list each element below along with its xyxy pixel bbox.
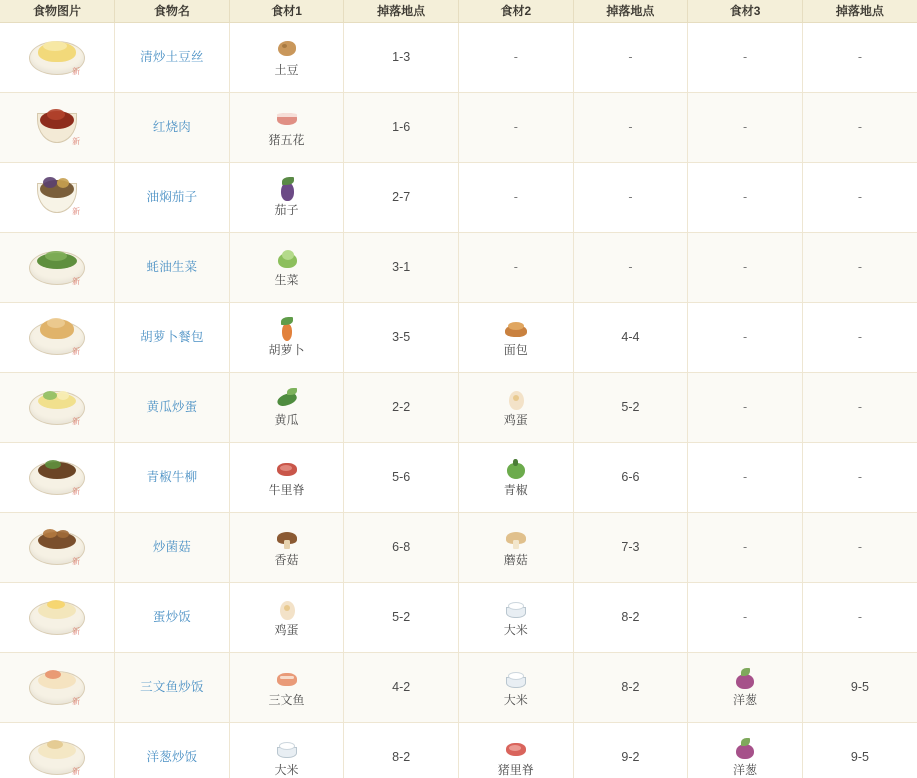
drop-location-2-value: 5-2 (621, 400, 640, 414)
table-row (0, 512, 917, 582)
drop-location-3-value: - (857, 400, 863, 414)
ingredient-2-label: - (513, 50, 518, 64)
ingredient-3-label: - (742, 260, 748, 274)
ingredient-2-cell (459, 372, 574, 442)
drop-location-1-cell (344, 372, 459, 442)
drop-location-3-cell (802, 302, 917, 372)
ingredient-1-cell (229, 232, 344, 302)
column-header-ingredient-3: 食材3 (688, 0, 803, 22)
ingredient-1-cell (229, 652, 344, 722)
drop-location-3-value: 9-5 (850, 680, 869, 694)
drop-location-1-cell (344, 652, 459, 722)
ingredient-3-label: - (742, 50, 748, 64)
drop-location-3-cell (802, 442, 917, 512)
beef-tenderloin-icon (273, 456, 301, 482)
ingredient-1-label: 生菜 (274, 273, 299, 288)
food-name-cell[interactable] (115, 372, 230, 442)
drop-location-1-value: 1-3 (392, 50, 411, 64)
new-stamp: 新 (72, 67, 81, 76)
table-row (0, 302, 917, 372)
food-image-cell (0, 722, 115, 778)
onion-icon (731, 736, 759, 762)
drop-location-2-value: - (628, 120, 633, 134)
ingredient-1-label: 牛里脊 (268, 483, 305, 498)
drop-location-2-cell (573, 722, 688, 778)
drop-location-3-cell (802, 722, 917, 778)
new-stamp: 新 (72, 277, 81, 286)
bread-icon (502, 316, 530, 342)
ingredient-1-cell (229, 582, 344, 652)
food-image-cell (0, 652, 115, 722)
drop-location-3-value: - (857, 330, 863, 344)
food-name-link[interactable]: 蛋炒饭 (152, 609, 191, 624)
food-name-cell[interactable] (115, 162, 230, 232)
table-row (0, 22, 917, 92)
drop-location-2-cell (573, 512, 688, 582)
drop-location-1-cell (344, 582, 459, 652)
ingredient-3-label: - (742, 470, 748, 484)
dish-thumbnail (29, 35, 85, 79)
dish-thumbnail (29, 525, 85, 569)
ingredient-1-cell (229, 512, 344, 582)
drop-location-3-value: - (857, 50, 863, 64)
column-header-drop-location-1: 掉落地点 (344, 0, 459, 22)
drop-location-2-cell (573, 232, 688, 302)
dish-thumbnail (29, 385, 85, 429)
table-row (0, 232, 917, 302)
food-image-cell (0, 162, 115, 232)
drop-location-1-value: 8-2 (392, 750, 411, 764)
ingredient-3-label: - (742, 540, 748, 554)
ingredient-2-cell (459, 232, 574, 302)
drop-location-3-cell (802, 512, 917, 582)
drop-location-1-cell (344, 512, 459, 582)
ingredient-2-label: 大米 (503, 693, 528, 708)
new-stamp: 新 (72, 557, 81, 566)
drop-location-2-cell (573, 372, 688, 442)
ingredient-2-cell (459, 722, 574, 778)
drop-location-1-cell (344, 302, 459, 372)
dish-thumbnail (29, 595, 85, 639)
drop-location-1-value: 3-5 (392, 330, 411, 344)
food-name-link[interactable]: 清炒土豆丝 (140, 49, 204, 64)
ingredient-3-label: - (742, 610, 748, 624)
food-image-cell (0, 582, 115, 652)
ingredient-2-cell (459, 92, 574, 162)
rice-icon (273, 736, 301, 762)
food-name-cell[interactable] (115, 302, 230, 372)
drop-location-3-cell (802, 232, 917, 302)
food-image-cell (0, 512, 115, 582)
dish-thumbnail (29, 175, 85, 219)
ingredient-3-cell (688, 512, 803, 582)
ingredient-2-cell (459, 582, 574, 652)
ingredient-3-label: - (742, 190, 748, 204)
ingredient-2-label: 面包 (503, 343, 528, 358)
drop-location-3-value: - (857, 190, 863, 204)
ingredient-2-label: - (513, 120, 518, 134)
ingredient-3-cell (688, 92, 803, 162)
food-image-cell (0, 92, 115, 162)
drop-location-3-cell (802, 582, 917, 652)
food-name-cell[interactable] (115, 22, 230, 92)
ingredient-1-label: 土豆 (274, 63, 299, 78)
dish-thumbnail (29, 315, 85, 359)
food-name-cell[interactable] (115, 722, 230, 778)
drop-location-2-value: - (628, 190, 633, 204)
food-name-link[interactable]: 洋葱炒饭 (146, 749, 198, 764)
drop-location-2-value: 8-2 (621, 610, 640, 624)
food-name-link[interactable]: 红烧肉 (152, 119, 191, 134)
table-header (0, 0, 917, 22)
drop-location-1-value: 6-8 (392, 540, 411, 554)
shiitake-mushroom-icon (273, 526, 301, 552)
ingredient-2-cell (459, 22, 574, 92)
food-image-cell (0, 372, 115, 442)
column-header-ingredient-1: 食材1 (229, 0, 344, 22)
drop-location-3-value: - (857, 470, 863, 484)
ingredient-2-cell (459, 652, 574, 722)
food-image-cell (0, 302, 115, 372)
drop-location-3-cell (802, 92, 917, 162)
food-name-link[interactable]: 三文鱼炒饭 (140, 679, 204, 694)
ingredient-3-label: - (742, 330, 748, 344)
drop-location-2-value: 9-2 (621, 750, 640, 764)
ingredient-1-label: 大米 (274, 763, 299, 778)
new-stamp: 新 (72, 347, 81, 356)
ingredient-1-label: 鸡蛋 (274, 623, 299, 638)
dish-thumbnail (29, 245, 85, 289)
food-image-cell (0, 442, 115, 512)
drop-location-1-cell (344, 442, 459, 512)
column-header-ingredient-2: 食材2 (459, 0, 574, 22)
food-name-link[interactable]: 青椒牛柳 (146, 469, 198, 484)
new-stamp: 新 (72, 627, 81, 636)
drop-location-2-cell (573, 22, 688, 92)
ingredient-1-label: 三文鱼 (268, 693, 305, 708)
food-name-cell[interactable] (115, 232, 230, 302)
drop-location-2-value: 7-3 (621, 540, 640, 554)
table-row (0, 92, 917, 162)
food-name-cell[interactable] (115, 512, 230, 582)
ingredient-1-label: 猪五花 (268, 133, 305, 148)
drop-location-1-cell (344, 22, 459, 92)
rice-icon (502, 666, 530, 692)
ingredient-3-cell (688, 302, 803, 372)
food-name-link[interactable]: 黄瓜炒蛋 (146, 399, 198, 414)
table-row (0, 162, 917, 232)
mushroom-icon (502, 526, 530, 552)
table-row (0, 582, 917, 652)
lettuce-icon (273, 246, 301, 272)
ingredient-2-label: 蘑菇 (503, 553, 528, 568)
ingredient-1-label: 胡萝卜 (268, 343, 305, 358)
drop-location-1-value: 3-1 (392, 260, 411, 274)
table-row (0, 372, 917, 442)
ingredient-1-label: 黄瓜 (274, 413, 299, 428)
ingredient-3-label: - (742, 400, 748, 414)
ingredient-2-label: 猪里脊 (497, 763, 534, 778)
drop-location-2-value: 4-4 (621, 330, 640, 344)
table-row (0, 652, 917, 722)
drop-location-1-value: 5-2 (392, 610, 411, 624)
food-name-cell[interactable] (115, 92, 230, 162)
ingredient-3-label: 洋葱 (733, 763, 758, 778)
table-body (0, 22, 917, 778)
food-name-cell[interactable] (115, 582, 230, 652)
ingredient-1-label: 香菇 (274, 553, 299, 568)
drop-location-2-value: 8-2 (621, 680, 640, 694)
food-name-link[interactable]: 油焖茄子 (146, 189, 198, 204)
ingredient-2-label: 鸡蛋 (503, 413, 528, 428)
drop-location-1-cell (344, 92, 459, 162)
pork-belly-icon (273, 106, 301, 132)
ingredient-3-cell (688, 372, 803, 442)
drop-location-3-value: - (857, 120, 863, 134)
ingredient-1-cell (229, 442, 344, 512)
green-pepper-icon (502, 456, 530, 482)
rice-icon (502, 596, 530, 622)
new-stamp: 新 (72, 767, 81, 776)
cucumber-icon (273, 386, 301, 412)
ingredient-2-cell (459, 302, 574, 372)
ingredient-2-label: - (513, 190, 518, 204)
food-name-cell[interactable] (115, 442, 230, 512)
drop-location-1-value: 2-7 (392, 190, 411, 204)
carrot-icon (273, 316, 301, 342)
drop-location-1-cell (344, 162, 459, 232)
ingredient-3-label: 洋葱 (733, 693, 758, 708)
food-name-link[interactable]: 炒菌菇 (152, 539, 191, 554)
drop-location-3-cell (802, 22, 917, 92)
salmon-icon (273, 666, 301, 692)
drop-location-2-cell (573, 652, 688, 722)
drop-location-3-value: 9-5 (850, 750, 869, 764)
drop-location-3-value: - (857, 610, 863, 624)
new-stamp: 新 (72, 697, 81, 706)
food-name-cell[interactable] (115, 652, 230, 722)
ingredient-2-label: - (513, 260, 518, 274)
food-name-link[interactable]: 胡萝卜餐包 (140, 329, 204, 344)
drop-location-2-cell (573, 442, 688, 512)
new-stamp: 新 (72, 137, 81, 146)
drop-location-3-value: - (857, 260, 863, 274)
onion-icon (731, 666, 759, 692)
table-header-row (0, 0, 917, 22)
ingredient-1-label: 茄子 (274, 203, 299, 218)
ingredient-2-cell (459, 442, 574, 512)
drop-location-2-cell (573, 92, 688, 162)
drop-location-2-cell (573, 162, 688, 232)
column-header-food-image: 食物图片 (0, 0, 115, 22)
table-row (0, 442, 917, 512)
drop-location-1-value: 4-2 (392, 680, 411, 694)
ingredient-3-label: - (742, 120, 748, 134)
new-stamp: 新 (72, 487, 81, 496)
table-row (0, 722, 917, 778)
ingredient-3-cell (688, 232, 803, 302)
ingredient-2-label: 大米 (503, 623, 528, 638)
ingredient-3-cell (688, 162, 803, 232)
ingredient-3-cell (688, 442, 803, 512)
column-header-food-name: 食物名 (115, 0, 230, 22)
ingredient-1-cell (229, 722, 344, 778)
food-name-link[interactable]: 蚝油生菜 (146, 259, 198, 274)
eggplant-icon (273, 176, 301, 202)
ingredient-1-cell (229, 22, 344, 92)
ingredient-1-cell (229, 372, 344, 442)
drop-location-1-value: 2-2 (392, 400, 411, 414)
drop-location-3-cell (802, 162, 917, 232)
pork-tenderloin-icon (502, 736, 530, 762)
ingredient-2-cell (459, 512, 574, 582)
ingredient-3-cell (688, 722, 803, 778)
egg-icon (502, 386, 530, 412)
food-image-cell (0, 232, 115, 302)
drop-location-2-value: - (628, 50, 633, 64)
column-header-drop-location-2: 掉落地点 (573, 0, 688, 22)
ingredient-1-cell (229, 162, 344, 232)
new-stamp: 新 (72, 207, 81, 216)
egg-icon (273, 596, 301, 622)
ingredient-2-cell (459, 162, 574, 232)
dish-thumbnail (29, 665, 85, 709)
new-stamp: 新 (72, 417, 81, 426)
column-header-drop-location-3: 掉落地点 (802, 0, 917, 22)
drop-location-3-value: - (857, 540, 863, 554)
dish-thumbnail (29, 105, 85, 149)
ingredient-3-cell (688, 582, 803, 652)
ingredient-2-label: 青椒 (503, 483, 528, 498)
drop-location-3-cell (802, 372, 917, 442)
food-image-cell (0, 22, 115, 92)
drop-location-1-cell (344, 232, 459, 302)
drop-location-1-cell (344, 722, 459, 778)
ingredient-1-cell (229, 302, 344, 372)
drop-location-2-value: 6-6 (621, 470, 640, 484)
drop-location-2-value: - (628, 260, 633, 274)
drop-location-1-value: 5-6 (392, 470, 411, 484)
drop-location-2-cell (573, 302, 688, 372)
ingredient-1-cell (229, 92, 344, 162)
potato-icon (273, 36, 301, 62)
drop-location-3-cell (802, 652, 917, 722)
ingredient-3-cell (688, 652, 803, 722)
dish-thumbnail (29, 455, 85, 499)
drop-location-1-value: 1-6 (392, 120, 411, 134)
dish-thumbnail (29, 735, 85, 778)
ingredient-3-cell (688, 22, 803, 92)
drop-location-2-cell (573, 582, 688, 652)
